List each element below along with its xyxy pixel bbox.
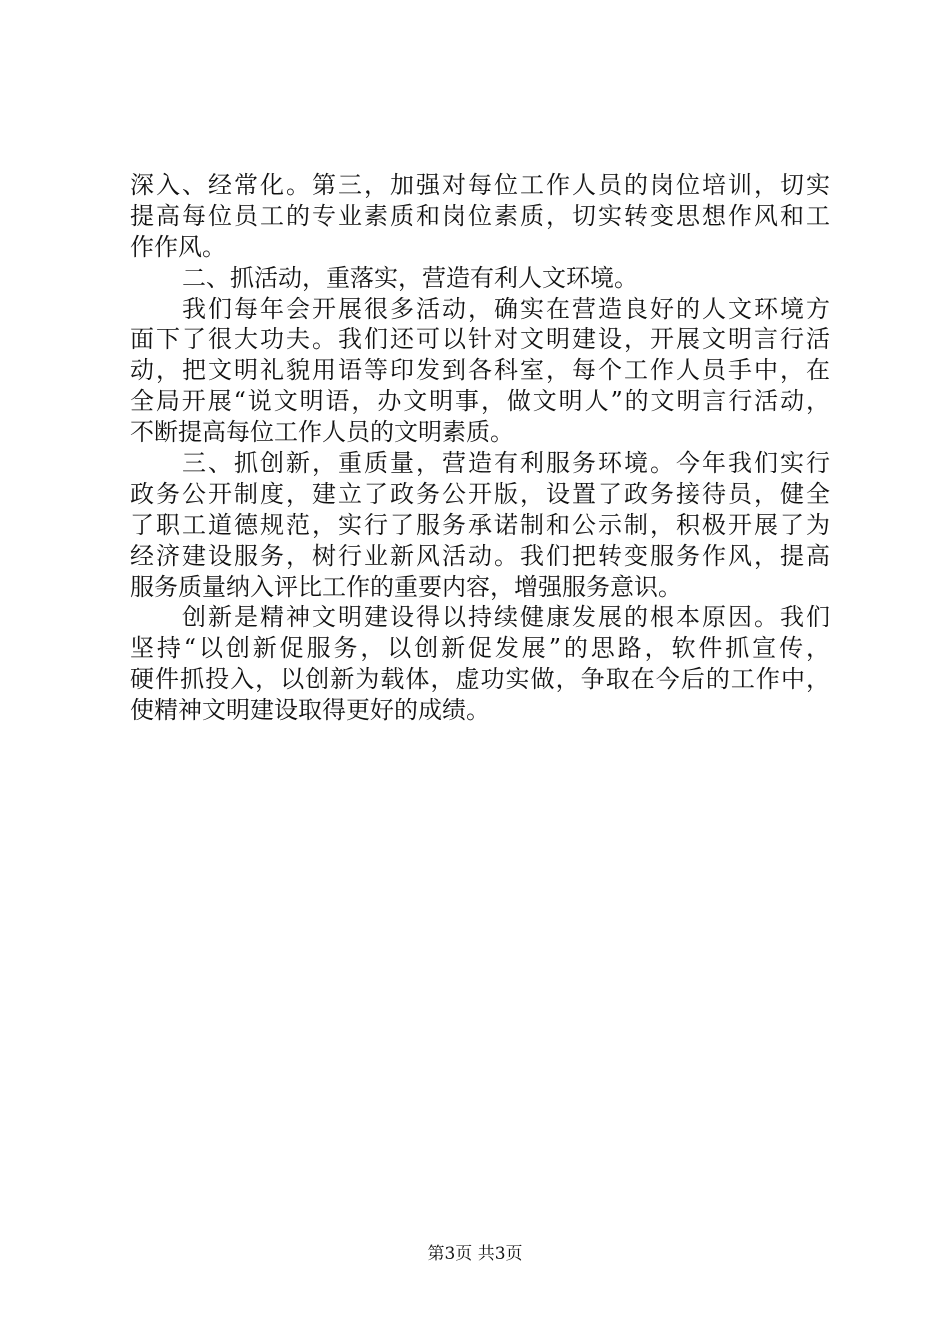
paragraph-3-line-2: 面下了很大功夫。我们还可以针对文明建设，开展文明言行活 — [130, 325, 830, 354]
paragraph-3-line-5: 不断提高每位工作人员的文明素质。 — [130, 418, 514, 447]
paragraph-3-line-1: 我们每年会开展很多活动，确实在营造良好的人文环境方 — [182, 294, 830, 323]
paragraph-4-line-2: 政务公开制度，建立了政务公开版，设置了政务接待员，健全 — [130, 479, 830, 508]
paragraph-1-line-1: 深入、经常化。第三，加强对每位工作人员的岗位培训，切实 — [130, 171, 830, 199]
paragraph-1-line-2: 提高每位员工的专业素质和岗位素质，切实转变思想作风和工 — [130, 201, 830, 230]
paragraph-5-line-2: 坚持“以创新促服务，以创新促发展”的思路，软件抓宣传， — [130, 634, 830, 663]
paragraph-4-line-3: 了职工道德规范，实行了服务承诺制和公示制，积极开展了为 — [130, 510, 830, 539]
document-body — [130, 170, 830, 726]
section-heading-2: 二、抓活动，重落实，营造有利人文环境。 — [182, 263, 638, 292]
paragraph-5-line-3: 硬件抓投入，以创新为载体，虚功实做，争取在今后的工作中， — [130, 665, 830, 694]
paragraph-3-line-4: 全局开展“说文明语，办文明事，做文明人”的文明言行活动， — [130, 387, 830, 416]
paragraph-1-line-3: 作作风。 — [130, 232, 226, 261]
paragraph-4-line-5: 服务质量纳入评比工作的重要内容，增强服务意识。 — [130, 572, 682, 601]
paragraph-5-line-4: 使精神文明建设取得更好的成绩。 — [130, 696, 490, 725]
page-number-footer: 第3页 共3页 — [427, 1244, 523, 1264]
paragraph-3-line-3: 动，把文明礼貌用语等印发到各科室，每个工作人员手中，在 — [130, 356, 830, 385]
paragraph-5-line-1: 创新是精神文明建设得以持续健康发展的根本原因。我们 — [182, 603, 830, 632]
paragraph-4-line-4: 经济建设服务，树行业新风活动。我们把转变服务作风，提高 — [130, 541, 830, 570]
paragraph-4-line-1: 三、抓创新，重质量，营造有利服务环境。今年我们实行 — [182, 449, 830, 478]
